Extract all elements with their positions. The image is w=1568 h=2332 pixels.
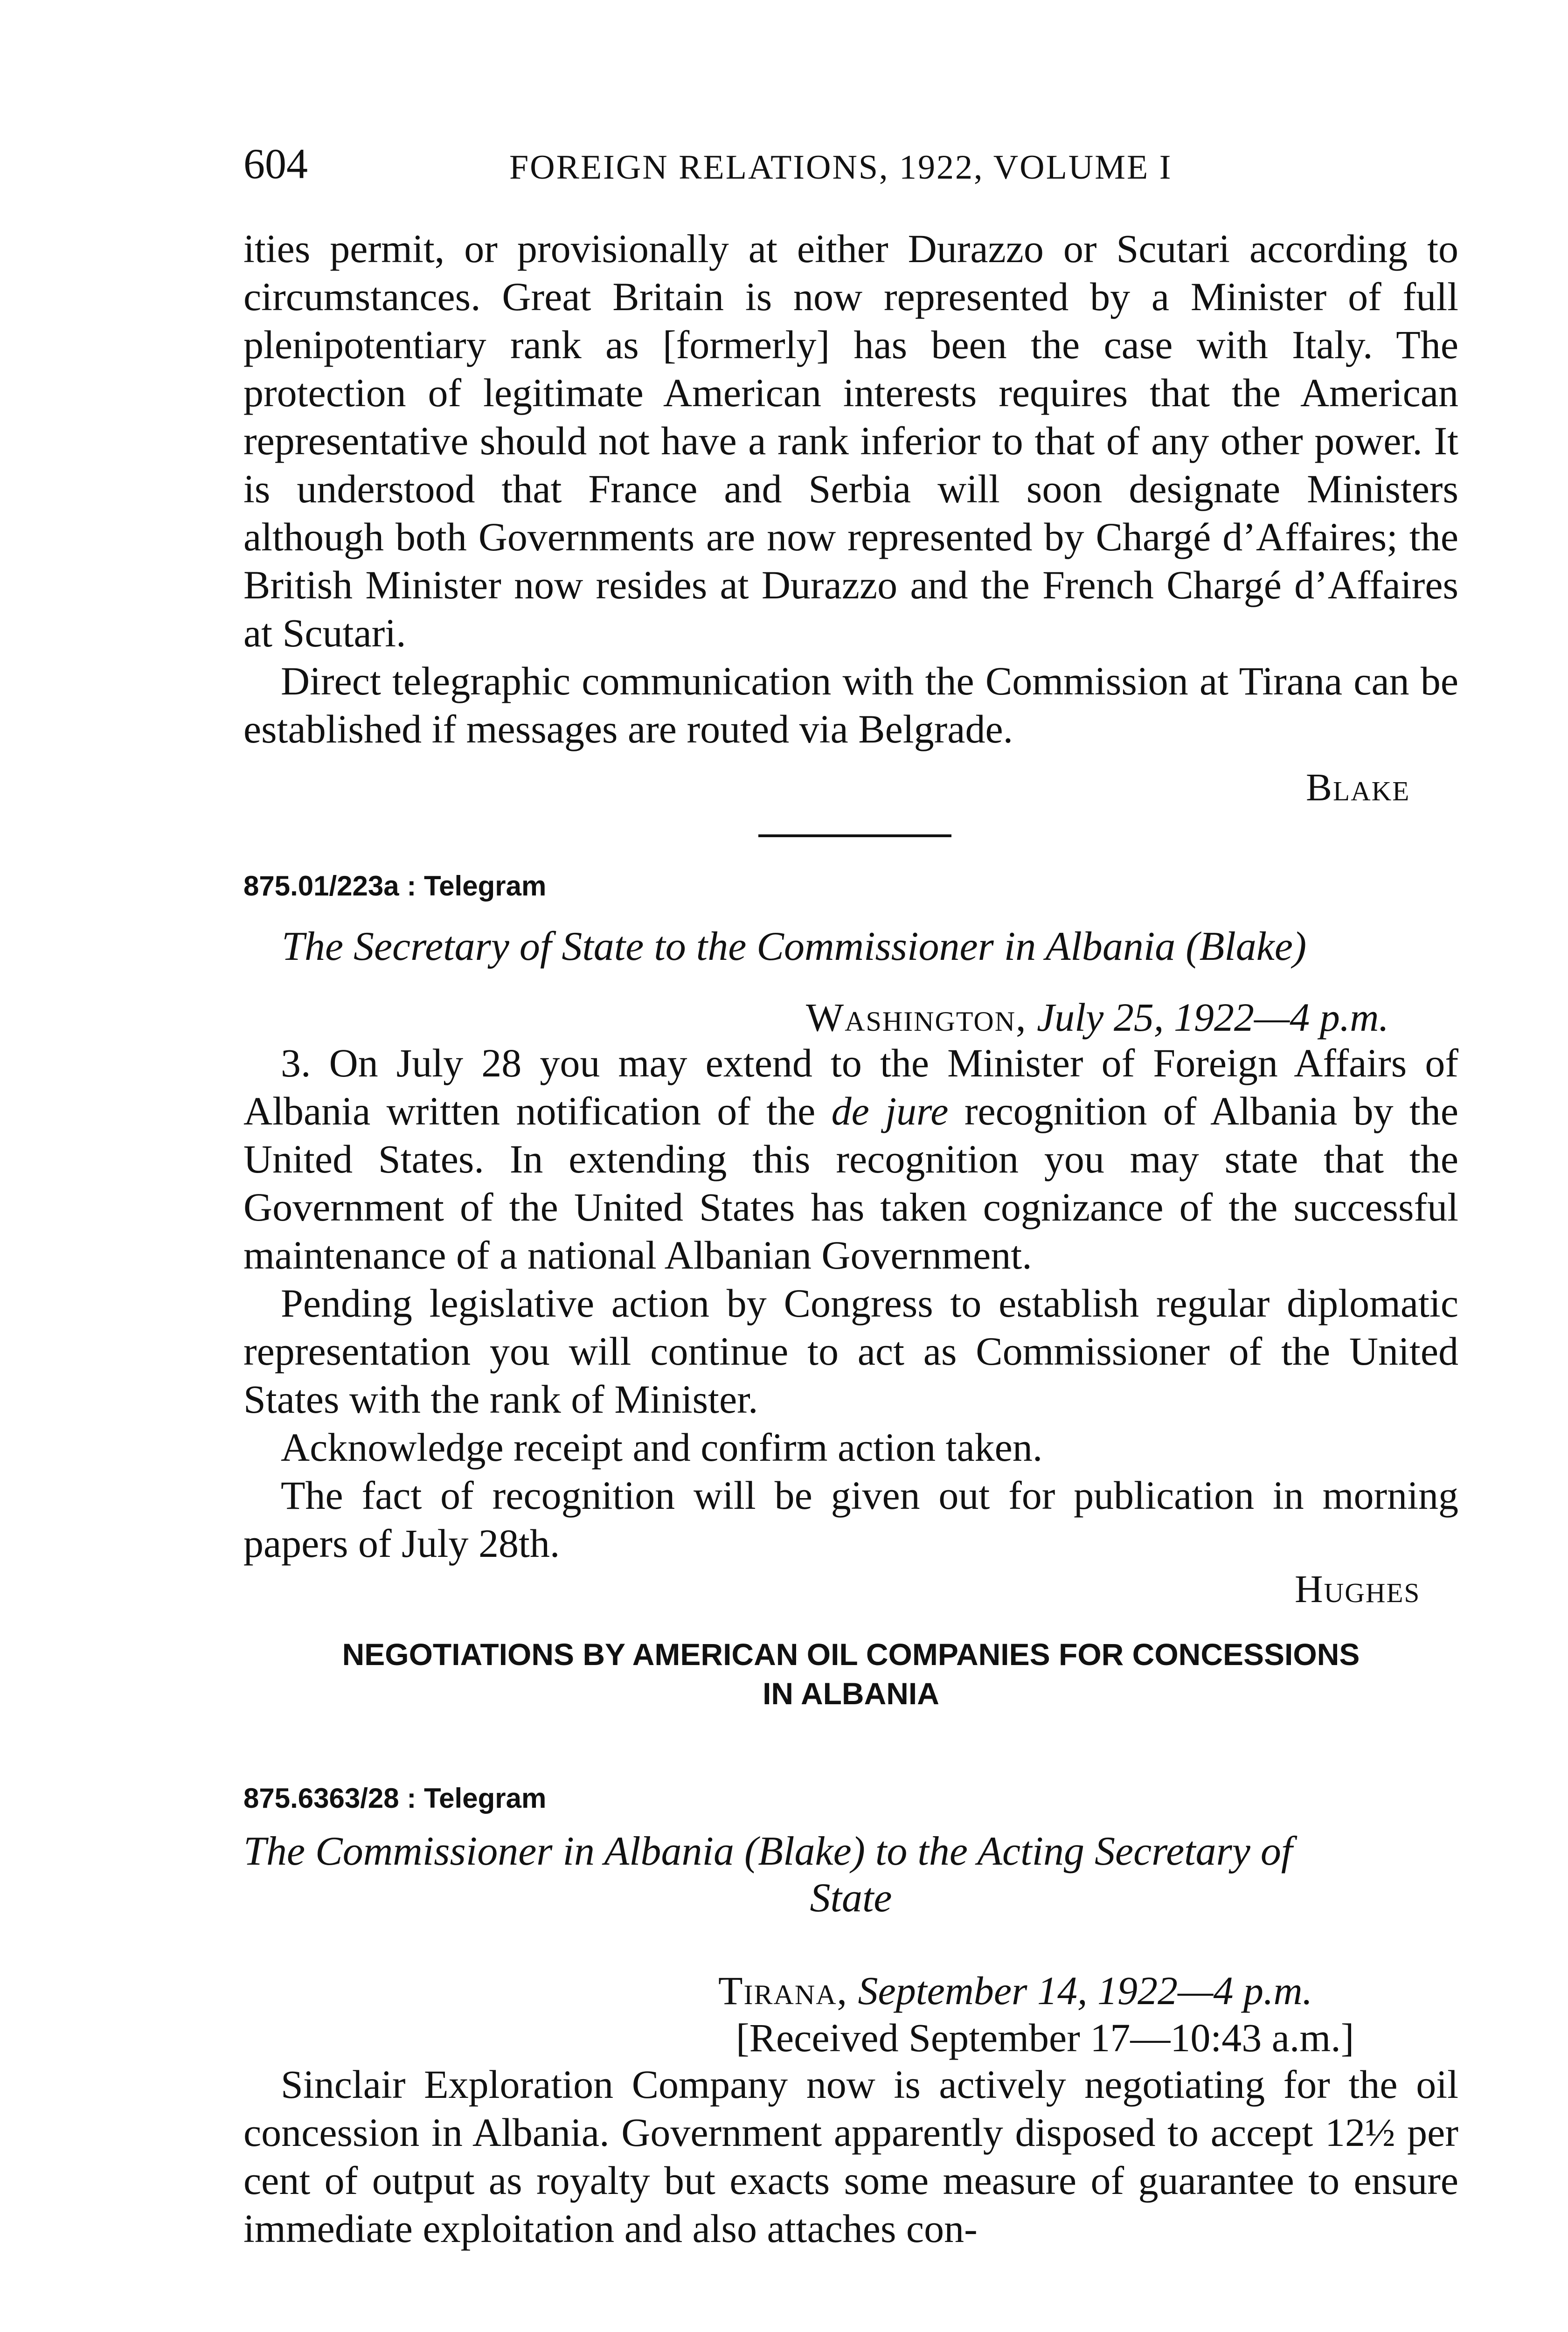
doc2-date: July 25, 1922—4 p.m.: [1037, 995, 1389, 1040]
doc2-dateline: [806, 993, 1389, 1041]
doc3-title-line-2: State: [810, 1875, 892, 1921]
section-heading-line-1: NEGOTIATIONS BY AMERICAN OIL COMPANIES FOR CONCESSIONS: [342, 1637, 1360, 1672]
doc2-p1-text-a: 3. On July 28 you may extend to the Minister of Foreign Affairs of Albania written notification of the: [243, 1041, 1458, 1133]
doc3-title: [243, 1828, 1458, 1922]
doc3-title-line-1: The Commissioner in Albania (Blake) to the Acting Secretary of: [243, 1829, 1293, 1874]
doc3-date: September 14, 1922—4 p.m.: [858, 1968, 1313, 2013]
doc3-paragraph-1: Sinclair Exploration Company now is actively negotiating for the oil concession in Albania. Government apparently disposed to accept 12½ per cent of output as royalty but exacts some measure of guarantee to ensure immediate exploitation and also attaches con-: [243, 2062, 1458, 2251]
section-heading-line-2: IN ALBANIA: [763, 1676, 939, 1711]
doc2-title: The Secretary of State to the Commissioner in Albania (Blake): [282, 924, 1307, 969]
doc2-paragraph-1: [243, 1039, 1458, 1279]
doc1-paragraph-1: ities permit, or provisionally at either Durazzo or Scutari according to circumstances. Great Britain is now represented by a Minister of full plenipotentiary rank as [formerly] has been the case with Italy. The protection of legitimate American interests requires that the American representative should not have a rank inferior to that of any other power. It is understood that France and Serbia will soon designate Ministers although both Governments are now represented by Chargé d’Affaires; the British Minister now resides at Durazzo and the French Chargé d’Affaires at Scutari.: [243, 226, 1458, 655]
doc2-file-reference: 875.01/223a : Telegram: [243, 870, 547, 902]
doc1-signature: Blake: [1306, 766, 1410, 809]
doc1-body: [243, 225, 1458, 753]
doc1-paragraph-2: Direct telegraphic communication with the Commission at Tirana can be established if messages are routed via Belgrade.: [243, 659, 1458, 751]
section-divider-rule: [758, 834, 951, 837]
doc3-dateline: [718, 1967, 1312, 2015]
doc3-place: Tirana,: [718, 1968, 848, 2013]
doc2-signature: Hughes: [1295, 1568, 1421, 1611]
doc2-p1-italic: de jure: [831, 1089, 949, 1133]
page-header: [243, 140, 1456, 191]
doc2-body: [243, 1039, 1458, 1568]
section-heading: [243, 1635, 1458, 1713]
doc2-paragraph-4: The fact of recognition will be given out for publication in morning papers of July 28th.: [243, 1473, 1458, 1566]
running-head: FOREIGN RELATIONS, 1922, VOLUME I: [509, 148, 1173, 187]
doc2-p1-text-b: recognition of Albania by the United States. In extending this recognition you may state that the Government of the United States has taken cognizance of the successful maintenance of a national Albanian Government.: [243, 1089, 1458, 1277]
doc2-paragraph-3: Acknowledge receipt and confirm action taken.: [281, 1425, 1043, 1470]
doc3-file-reference: 875.6363/28 : Telegram: [243, 1783, 547, 1814]
page-number: 604: [243, 140, 308, 187]
doc2-paragraph-2: Pending legislative action by Congress to establish regular diplomatic representation you will continue to act as Commissioner of the United States with the rank of Minister.: [243, 1281, 1458, 1422]
doc3-body: [243, 2061, 1458, 2253]
doc3-received-line: [Received September 17—10:43 a.m.]: [736, 2015, 1354, 2060]
doc2-place: Washington,: [806, 995, 1027, 1040]
